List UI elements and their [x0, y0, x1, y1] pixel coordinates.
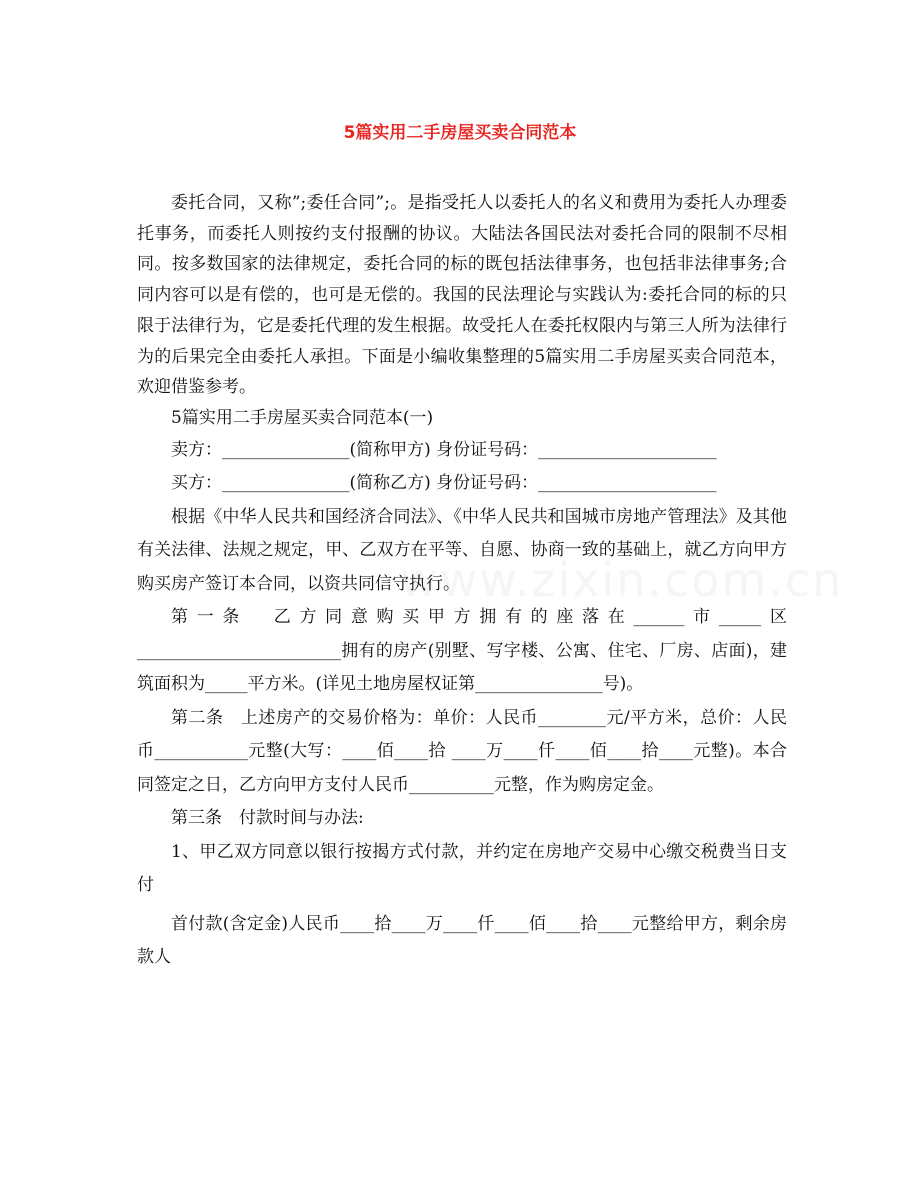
article-one: 第一条 乙方同意购买甲方拥有的座落在______市_____区________________________拥有的房产(别墅、写字楼、公寓、住宅、厂房、店面)，建筑面积为_____平方米。(详见土地房屋权证第_______________号)。	[137, 607, 787, 695]
article-three: 第三条 付款时间与办法:	[171, 808, 364, 829]
watermark-text: www.zixin.com.cn	[400, 553, 844, 607]
intro-paragraph: 委托合同，又称”;委任合同”;。是指受托人以委托人的名义和费用为委托人办理委托事务，而委托人则按约支付报酬的协议。大陆法各国民法对委托合同的限制不尽相同。按多数国家的法律规定，委托合同的标的既包括法律事务，也包括非法律事务;合同内容可以是有偿的，也可是无偿的。我国的民法理论与实践认为:委托合同的标的只限于法律行为，它是委托代理的发生根据。故受托人在委托权限内与第三人所为法律行为的后果完全由委托人承担。下面是小编收集整理的5篇实用二手房屋买卖合同范本，欢迎借鉴参考。	[137, 193, 787, 398]
document-body	[137, 188, 787, 975]
article-two: 第二条 上述房产的交易价格为：单价：人民币________元/平方米，总价：人民币___________元整(大写：____佰____拾 ____万____仟____佰____拾____元整)。本合同签定之日，乙方向甲方支付人民币__________元整，作为购房定金。	[137, 707, 787, 795]
payment-clause-one: 1、甲乙双方同意以银行按揭方式付款，并约定在房地产交易中心缴交税费当日支付	[137, 841, 787, 896]
legal-basis-paragraph: 根据《中华人民共和国经济合同法》、《中华人民共和国城市房地产管理法》及其他有关法律、法规之规定，甲、乙双方在平等、自愿、协商一致的基础上，就乙方向甲方购买房产签订本合同，以资共同信守执行。	[137, 506, 787, 594]
section-heading: 5篇实用二手房屋买卖合同范本(一)	[171, 407, 434, 428]
seller-line: 卖方：_______________(简称甲方) 身份证号码：_____________________	[171, 439, 717, 460]
down-payment-clause: 首付款(含定金)人民币____拾____万____仟____佰____拾____元整给甲方，剩余房款人	[137, 913, 787, 968]
buyer-line: 买方：_______________(简称乙方) 身份证号码：_____________________	[171, 473, 717, 494]
document-title: 5篇实用二手房屋买卖合同范本	[343, 123, 577, 143]
